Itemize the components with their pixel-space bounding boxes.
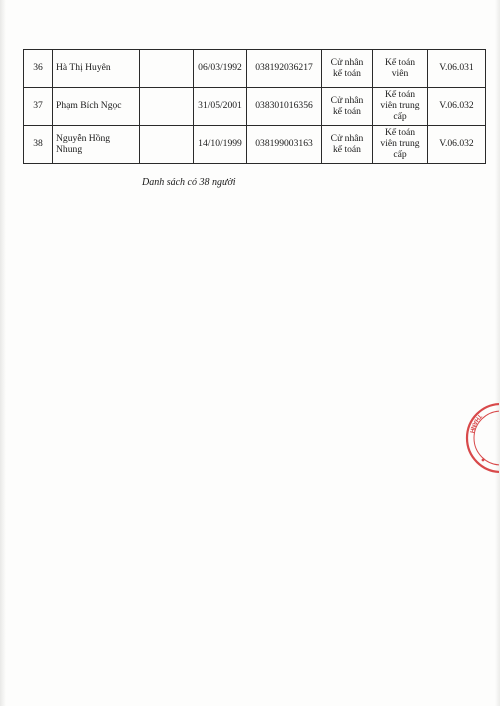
scan-edge-left (0, 0, 6, 706)
cell-code: V.06.032 (428, 126, 486, 164)
cell-position: Kế toán viên trung cấp (373, 126, 428, 164)
list-count-note: Danh sách có 38 người (142, 177, 236, 188)
cell-position: Kế toán viên (373, 50, 428, 88)
cell-id-number: 038301016356 (247, 88, 322, 126)
cell-degree: Cử nhân kế toán (322, 50, 373, 88)
cell-position: Kế toán viên trung cấp (373, 88, 428, 126)
table-row (24, 50, 486, 88)
cell-blank (140, 50, 194, 88)
cell-id-number: 038199003163 (247, 126, 322, 164)
table-row (24, 126, 486, 164)
cell-code: V.06.031 (428, 50, 486, 88)
cell-name: Nguyễn Hồng Nhung (53, 126, 140, 164)
cell-dob: 14/10/1999 (194, 126, 247, 164)
cell-dob: 06/03/1992 (194, 50, 247, 88)
cell-code: V.06.032 (428, 88, 486, 126)
table-row (24, 88, 486, 126)
seal-stamp-graphic (461, 402, 499, 474)
cell-degree: Cử nhân kế toán (322, 126, 373, 164)
cell-stt: 38 (24, 126, 53, 164)
cell-name: Hà Thị Huyên (53, 50, 140, 88)
scan-edge-right (495, 0, 500, 706)
seal-outer-ring (467, 404, 499, 472)
red-seal-stamp (461, 402, 499, 474)
cell-stt: 37 (24, 88, 53, 126)
cell-dob: 31/05/2001 (194, 88, 247, 126)
cell-name: Phạm Bích Ngọc (53, 88, 140, 126)
cell-stt: 36 (24, 50, 53, 88)
cell-id-number: 038192036217 (247, 50, 322, 88)
seal-star (482, 459, 485, 462)
seal-lettering: THANH (467, 412, 483, 434)
staff-table (23, 49, 486, 164)
cell-blank (140, 126, 194, 164)
cell-degree: Cử nhân kế toán (322, 88, 373, 126)
cell-blank (140, 88, 194, 126)
